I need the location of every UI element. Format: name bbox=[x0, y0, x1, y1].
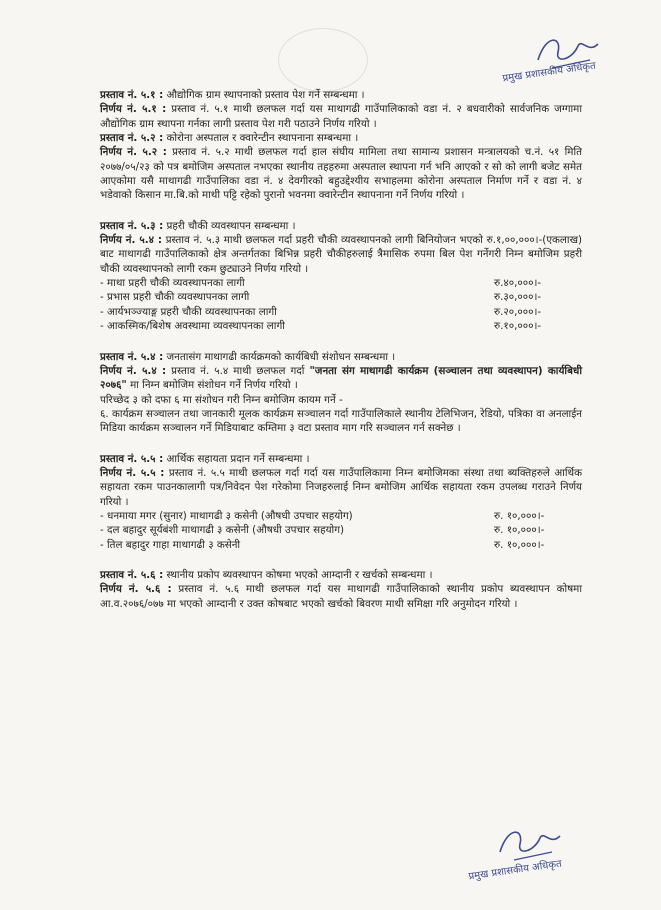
item-label: - प्रभास प्रहरी चौकी व्यवस्थापनका लागी bbox=[100, 291, 250, 304]
proposal-5-5 bbox=[100, 452, 582, 466]
proposal-5-4 bbox=[100, 350, 582, 364]
decision-text: प्रस्ताव नं. ५.५ माथी छलफल गर्दा गर्दा यस गाउँपालिकामा निम्न बमोजिमका संस्था तथा ब्यक्तिहरुले आर्थिक सहायता रकम पाउनकालागी पत्र/निवेदन पेश गरेकोमा निजहरुलाई निम्न बमोजिम आर्थिक सहायता रकम उपलब्ध गराउने निर्णय गरियो । bbox=[100, 466, 583, 508]
item-label: - आकस्मिक/बिशेष अवस्थामा व्यवस्थापनका लागी bbox=[100, 320, 285, 333]
section-5-5 bbox=[100, 452, 582, 552]
decision-5-3 bbox=[100, 233, 582, 276]
decision-text: प्रस्ताव नं. ५.१ माथी छलफल गर्दा यस माथागढी गाउँपालिकाको वडा नं. २ बधवारीको सार्वजनिक जग्गामा औद्योगिक ग्राम स्थापना गर्नका लागी प्रस्ताव पेश गरी पठाउने निर्णय गरियो । bbox=[100, 103, 582, 130]
proposal-5-3 bbox=[100, 219, 582, 233]
proposal-5-6 bbox=[100, 568, 582, 582]
section-5-3 bbox=[100, 219, 582, 334]
decision-label: निर्णय नं. ५.४ : bbox=[100, 364, 167, 377]
item-amount: रु.३०,०००।- bbox=[494, 291, 542, 304]
amendment-line: परिच्छेद ३ को दफा ६ मा संशोधन गरी निम्न बमोजिम कायम गर्ने - bbox=[100, 393, 343, 406]
assistance-item bbox=[100, 538, 582, 552]
item-amount: रु. १०,०००।- bbox=[494, 509, 545, 522]
decision-text: प्रस्ताव नं. ५.३ माथी छलफल गर्दा प्रहरी चौकी व्यवस्थापनको लागी बिनियोजन भएको रु.१,००,०००।-(एकलाख) बाट माथागढी गाउँपालिकाको क्षेत्र अन्तर्गतका बिभिन्न प्रहरी चौकीहरुलाई त्रैमासिक रुपमा बिल पेश गर्नेगरी निम्न बमोजिम प्रहरी चौकी व्यवस्थापनको लागी रकम छुट्याउने निर्णय गरियो । bbox=[100, 234, 583, 275]
proposal-label: प्रस्ताव नं. ५.३ : bbox=[100, 219, 164, 232]
decision-text: प्रस्ताव नं. ५.२ माथी छलफल गर्दा हाल संघीय मामिला तथा सामान्य प्रशासन मन्त्रालयको च.नं. ५१ मिति २०७७/०५/२३ को पत्र बमोजिम अस्पताल नभएका स्थानीय तहहरुमा अस्पताल स्थापना गर्न भनि आएको र सो को लागी बजेट समेत आएकोमा यसै माथागढी गाउँपालिका वडा नं. ४ देवगीरको बहुउद्देश्यीय सभाहलमा कोरोना अस्पताल निर्माण गर्ने र वडा नं. ४ भडेवाको किसान मा.बि.को माथी पट्टि रहेको पुरानो भवनमा क्वारेन्टीन स्थापनाना गर्ने निर्णय गरियो । bbox=[100, 146, 583, 202]
amendment-clause: ६. कार्यक्रम सञ्चालन तथा जानकारी मूलक कार्यक्रम सञ्चालन गर्दा गाउँपालिकाले स्थानीय टेलिभिजन, रेडियो, पत्रिका वा अनलाईन मिडिया कार्यक्रम सञ्चालन गर्ने मिडियाबाट कम्तिमा ३ वटा प्रस्ताव माग गरि सञ्चालन गर्न सक्नेछ । bbox=[100, 407, 582, 435]
procedure-title: "जनता संग माथागढी कार्यक्रम (सञ्चालन तथा व्यवस्थापन) कार्यबिधी २०७६" bbox=[100, 364, 582, 392]
item-amount: रु.१०,०००।- bbox=[494, 320, 542, 333]
decision-5-4 bbox=[100, 364, 582, 393]
decision-text: प्रस्ताव नं. ५.४ माथी छलफल गर्दा bbox=[166, 364, 310, 377]
proposal-label: प्रस्ताव नं. ५.१ : bbox=[100, 89, 164, 101]
decision-5-5 bbox=[100, 466, 582, 509]
police-post-item bbox=[100, 319, 582, 333]
section-5-4 bbox=[100, 350, 582, 436]
proposal-text: कोरोना अस्पताल र क्वारेन्टीन स्थापनाना सम्बन्धमा । bbox=[163, 132, 359, 145]
item-amount: रु. १०,०००।- bbox=[494, 538, 545, 551]
item-label: - धनमाया मगर (सुनार) माथागढी ३ कसेनी (औषधी उपचार सहयोग) bbox=[100, 509, 353, 522]
section-5-6 bbox=[100, 568, 582, 611]
item-label: - तिल बहादुर गाहा माथागढी ३ कसेनी bbox=[100, 538, 241, 551]
decision-label: निर्णय नं. ५.२ : bbox=[100, 146, 167, 159]
item-label: - दल बहादुर सूर्यबंशी माथागढी ३ कसेनी (औषधी उपचार सहयोग) bbox=[100, 524, 345, 537]
assistance-item bbox=[100, 509, 582, 523]
proposal-text: प्रहरी चौकी व्यवस्थापन सम्बन्धमा । bbox=[163, 219, 296, 232]
signature-title-bottom: प्रमुख प्रशासकीय अधिकृत bbox=[467, 858, 563, 883]
decision-label: निर्णय नं. ५.५ : bbox=[100, 466, 165, 479]
decision-label: निर्णय नं. ५.१ : bbox=[100, 103, 167, 116]
municipality-seal bbox=[278, 28, 368, 92]
proposal-text: औद्योगिक ग्राम स्थापनाको प्रस्ताव पेश गर्ने सम्बन्धमा । bbox=[163, 89, 365, 101]
item-label: - माथा प्रहरी चौकी व्यवस्थापनका लागी bbox=[100, 277, 245, 290]
item-amount: रु. १०,०००।- bbox=[494, 524, 545, 537]
item-label: - आर्यभञ्ज्याङ्ग प्रहरी चौकी व्यवस्थापनका लागी bbox=[100, 305, 277, 318]
proposal-text: आर्थिक सहायता प्रदान गर्ने सम्बन्धमा । bbox=[163, 452, 310, 465]
police-post-item bbox=[100, 290, 582, 304]
decision-label: निर्णय नं. ५.४ : bbox=[100, 234, 163, 247]
proposal-label: प्रस्ताव नं. ५.४ : bbox=[100, 350, 164, 363]
section-5-1 bbox=[100, 88, 582, 203]
police-post-item bbox=[100, 276, 582, 290]
proposal-5-1 bbox=[100, 88, 582, 102]
proposal-label: प्रस्ताव नं. ५.६ : bbox=[100, 568, 164, 581]
police-post-item bbox=[100, 305, 582, 319]
decision-5-1 bbox=[100, 102, 582, 131]
decision-5-6 bbox=[100, 582, 582, 611]
decision-label: निर्णय नं. ५.६ : bbox=[100, 583, 172, 596]
decision-text: मा निम्न बमोजिम संशोधन गर्ने निर्णय गरियो । bbox=[126, 379, 298, 392]
proposal-label: प्रस्ताव नं. ५.२ : bbox=[100, 132, 164, 145]
assistance-item bbox=[100, 523, 582, 537]
proposal-text: जनतासंग माथागढी कार्यक्रमको कार्यबिधी संशोधन सम्बन्धमा । bbox=[163, 350, 396, 363]
proposal-label: प्रस्ताव नं. ५.५ : bbox=[100, 452, 164, 465]
proposal-5-2 bbox=[100, 131, 582, 145]
decision-document bbox=[100, 88, 582, 625]
decision-text: प्रस्ताव नं. ५.६ माथी छलफल गर्दा यस माथागढी गाउँपालिकाको स्थानीय प्रकोप ब्यवस्थापन कोषमा आ.व.२०७६/०७७ मा भएको आम्दानी र उक्त कोषबाट भएको खर्चको बिवरण माथी समिक्षा गरि अनुमोदन गरियो । bbox=[100, 583, 582, 610]
decision-5-2 bbox=[100, 145, 582, 202]
proposal-text: स्थानीय प्रकोप ब्यवस्थापन कोषमा भएको आम्दानी र खर्चको सम्बन्धमा । bbox=[163, 568, 433, 581]
item-amount: रु.४०,०००।- bbox=[494, 277, 542, 290]
signature-title-top: प्रमुख प्रशासकीय अधिकृत bbox=[501, 60, 597, 85]
item-amount: रु.२०,०००।- bbox=[494, 305, 542, 318]
